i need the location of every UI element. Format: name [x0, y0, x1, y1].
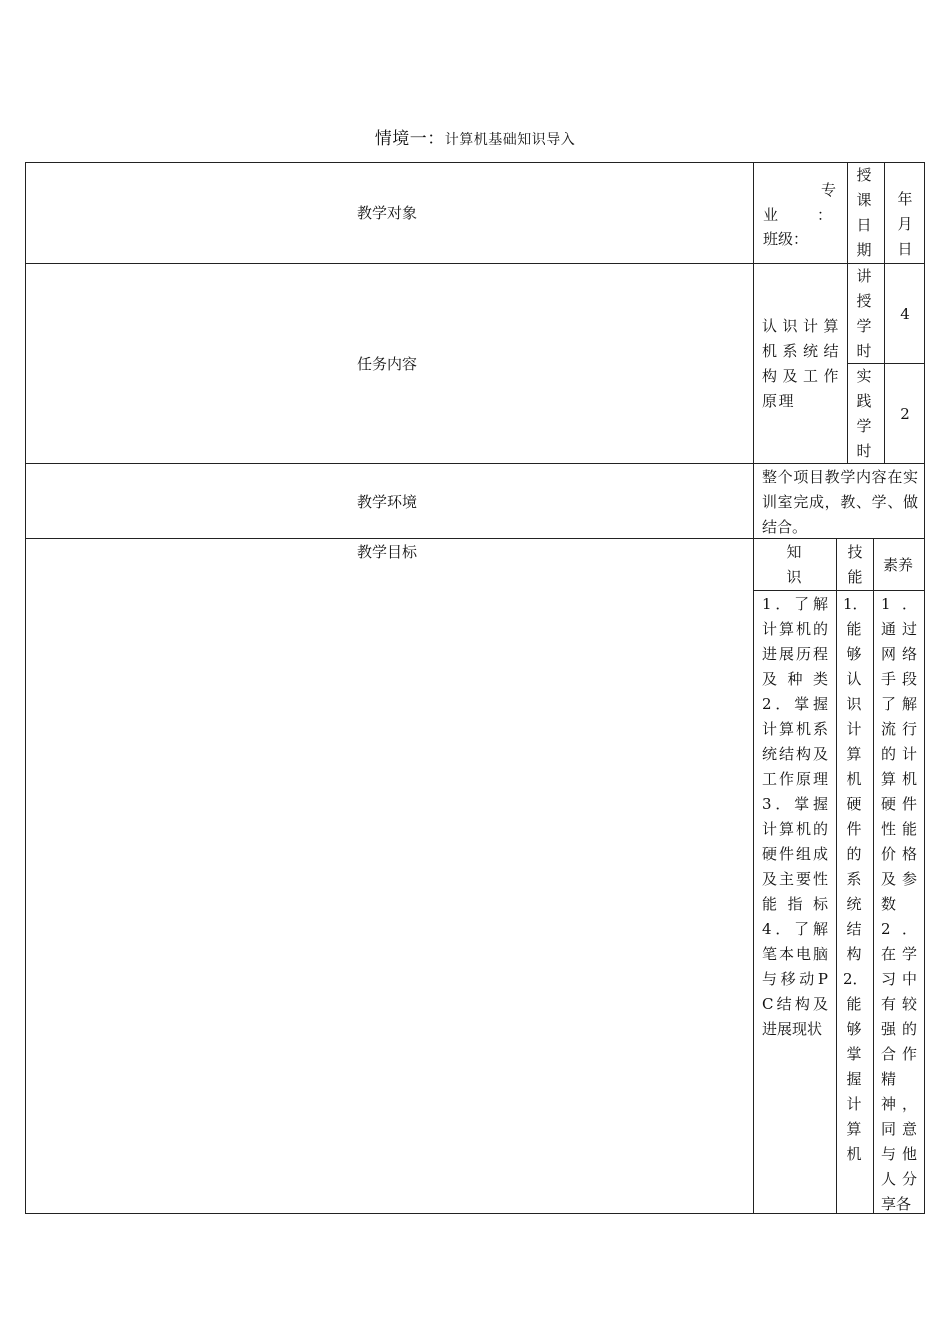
title-main: 情境一： [374, 129, 445, 149]
row-divider [753, 590, 925, 591]
skill-header: 技能 [847, 543, 863, 586]
lecture-hours-value: 4 [900, 305, 910, 323]
class-label: 班级： [763, 230, 809, 248]
practice-hours-label: 实践学时 [856, 367, 872, 460]
teaching-target-label: 教学对象 [357, 204, 418, 222]
title-sub: 计算机基础知识导入 [444, 132, 576, 148]
page-title [0, 124, 950, 149]
column-divider [873, 538, 874, 1214]
objectives-label: 教学目标 [357, 543, 418, 561]
knowledge-header: 知识 [786, 543, 802, 586]
quality-header: 素养 [883, 556, 914, 574]
task-content: 认识计算机系统结构及工作原理 [762, 317, 840, 410]
major-label-line2b: ： [817, 206, 833, 224]
practice-hours-value: 2 [900, 405, 910, 423]
row-divider [25, 263, 925, 264]
environment-content: 整个项目教学内容在实训室完成，教、学、做结合。 [762, 468, 918, 536]
row-divider [25, 463, 925, 464]
column-divider [884, 162, 885, 463]
lecture-hours-label: 讲授学时 [856, 267, 872, 360]
knowledge-content: 1．了解计算机的进展历程及种类 2．掌握计算机系统结构及工作原理 3．掌握计算机的硬件组成及主要性能指标 4．了解笔本电脑与移动PC结构及进展现状 [762, 595, 828, 1038]
task-label: 任务内容 [357, 355, 418, 373]
environment-label: 教学环境 [357, 493, 418, 511]
date-label: 授课日期 [856, 166, 872, 259]
column-divider [753, 162, 754, 1214]
major-label-line1: 专 [821, 181, 837, 199]
major-label-line2a: 业 [763, 206, 779, 224]
quality-content: 1．通过网络手段了解流行的计算机硬件性能价格及参数 2．在学习中有较强的合作精神，同意与他人分享各 [881, 595, 917, 1213]
column-divider [847, 162, 848, 463]
column-divider [836, 538, 837, 1214]
date-value: 年月日 [897, 190, 913, 258]
skill-content: 1．能够认识计算机硬件的系统结构 2．能够掌握计算机 [843, 595, 868, 1163]
